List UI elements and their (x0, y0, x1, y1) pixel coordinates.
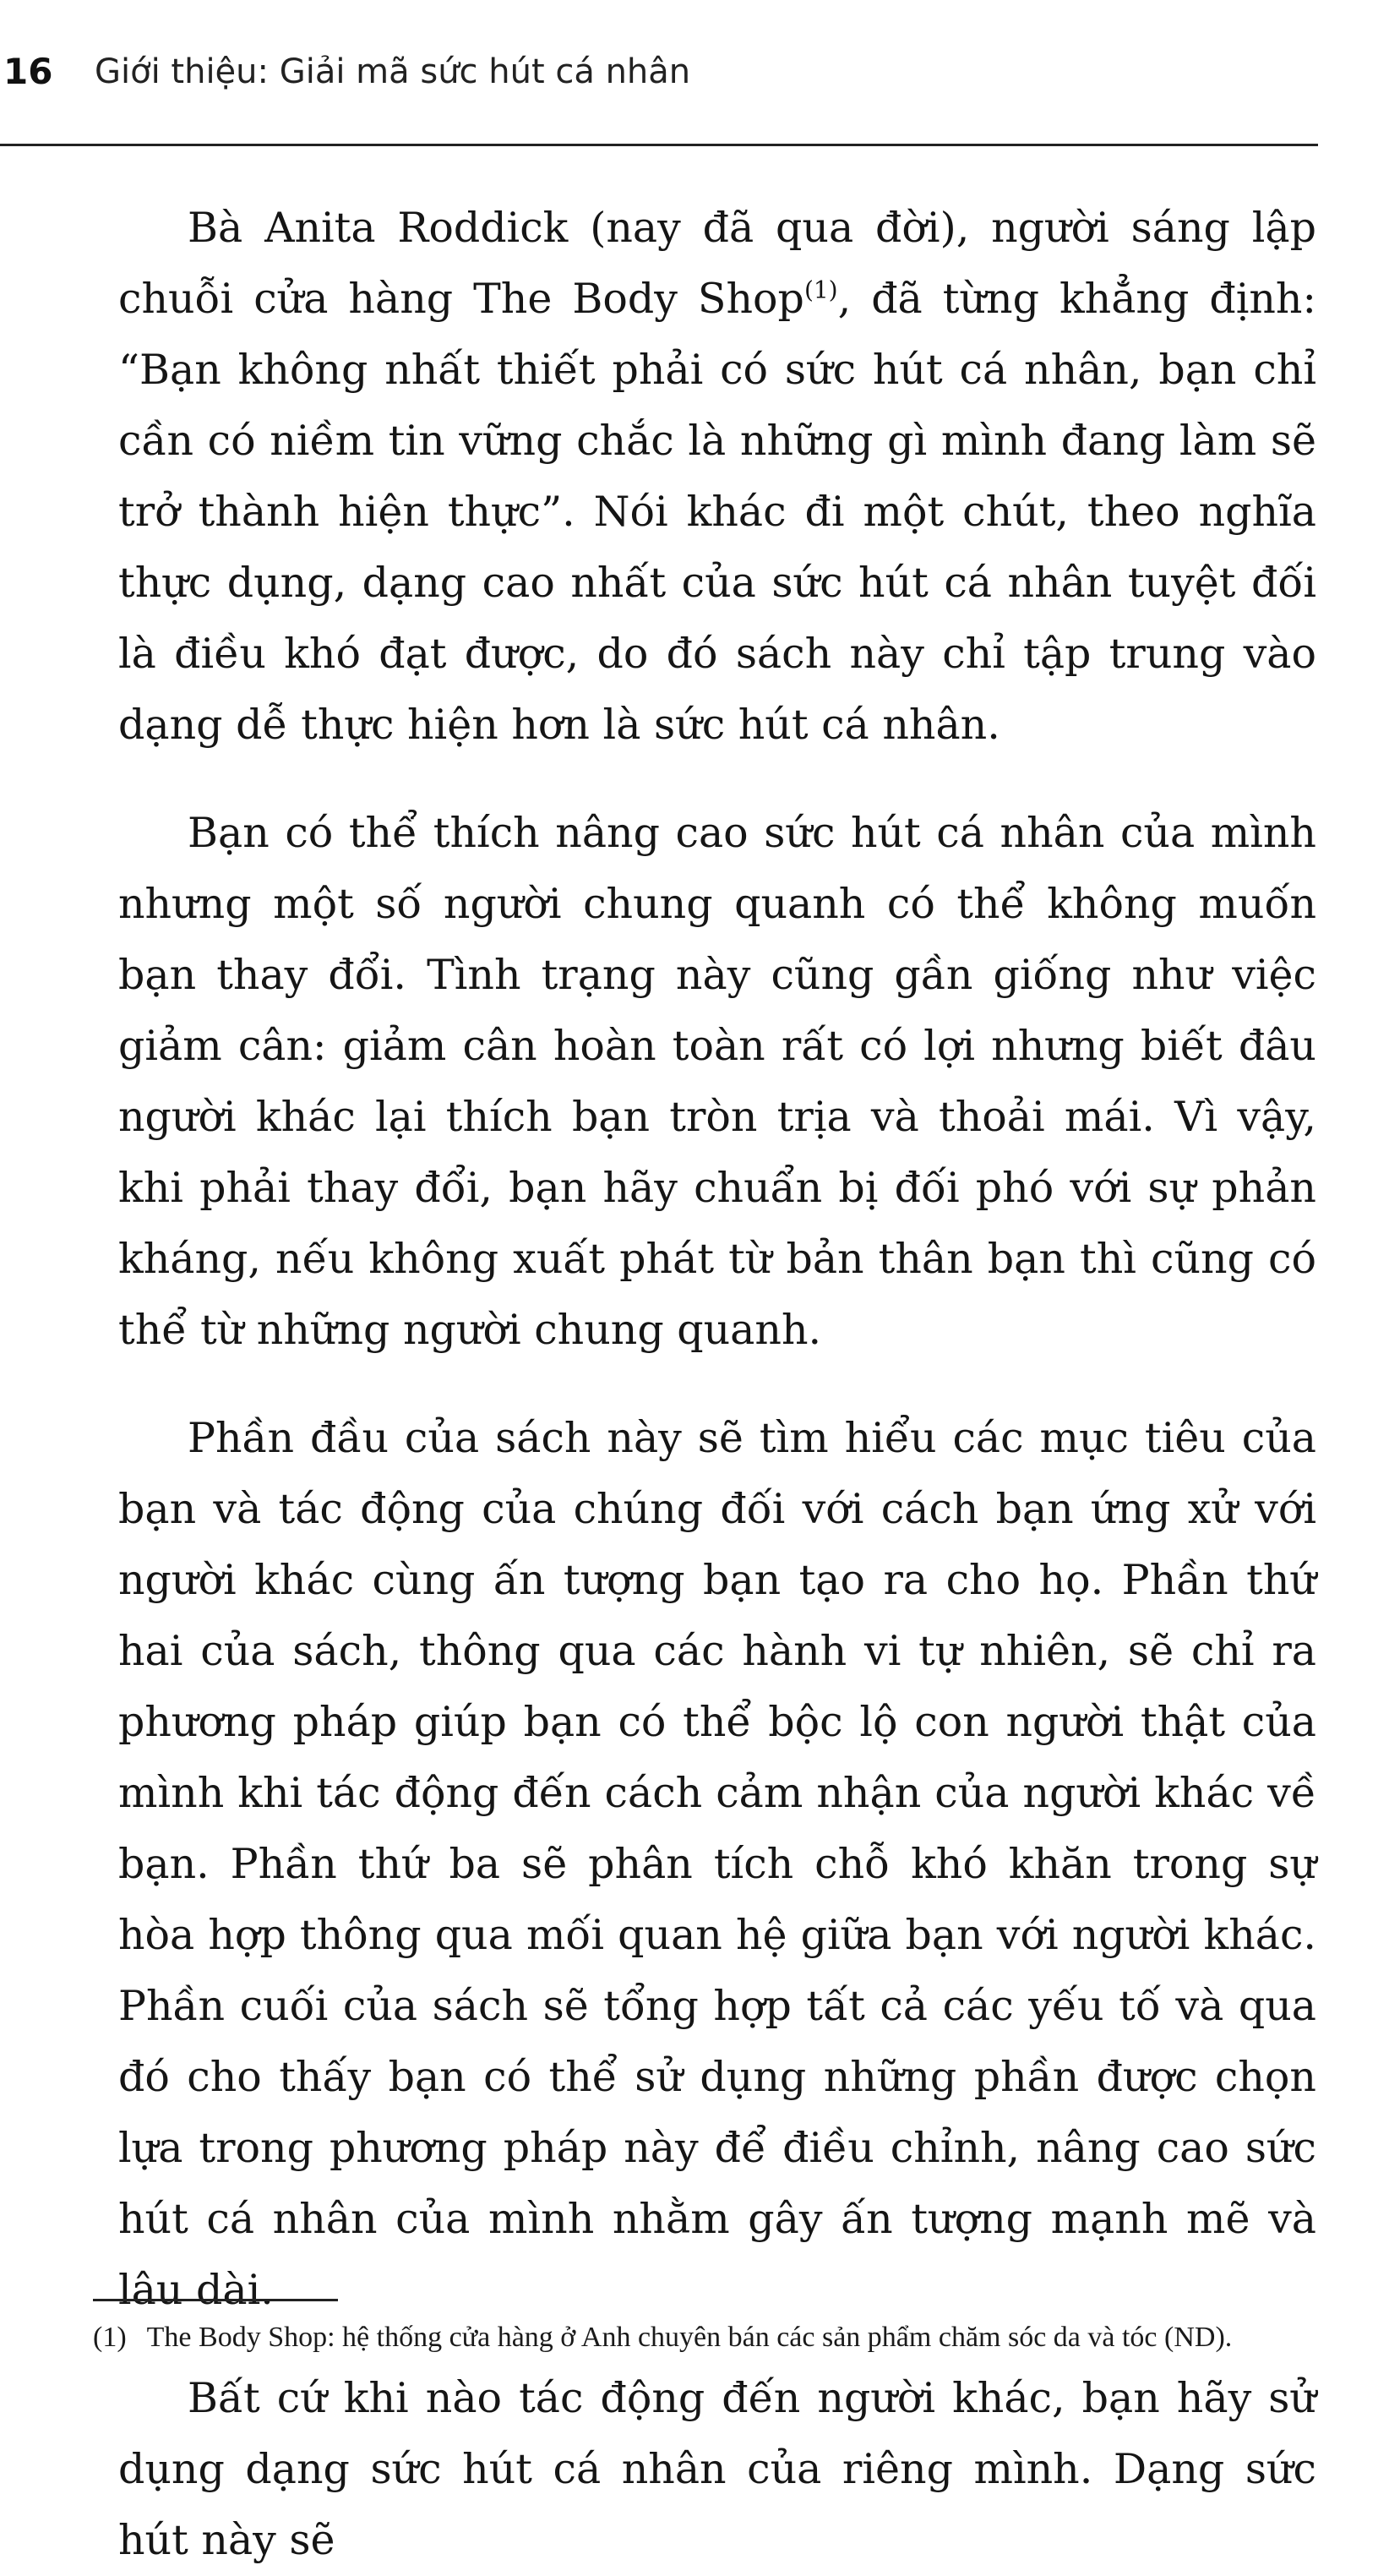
paragraph-2: Bạn có thể thích nâng cao sức hút cá nhân của mình nhưng một số người chung quanh có thể không muốn bạn thay đổi. Tình trạng này cũng gần giống như việc giảm cân: giảm cân hoàn toàn rất có lợi nhưng biết đâu người khác lại thích bạn tròn trịa và thoải mái. Vì vậy, khi phải thay đổi, bạn hãy chuẩn bị đối phó với sự phản kháng, nếu không xuất phát từ bản thân bạn thì cũng có thể từ những người chung quanh. (118, 809, 1316, 1354)
footnote-reference: (1) (803, 276, 838, 304)
page-number: 16 (3, 51, 53, 92)
footnote-marker: (1) (93, 2322, 127, 2353)
paragraph-3: Phần đầu của sách này sẽ tìm hiểu các mục tiêu của bạn và tác động của chúng đối với cách bạn ứng xử với người khác cùng ấn tượng bạn tạo ra cho họ. Phần thứ hai của sách, thông qua các hành vi tự nhiên, sẽ chỉ ra phương pháp giúp bạn có thể bộc lộ con người thật của mình khi tác động đến cách cảm nhận của người khác về bạn. Phần thứ ba sẽ phân tích chỗ khó khăn trong sự hòa hợp thông qua mối quan hệ giữa bạn với người khác. Phần cuối của sách sẽ tổng hợp tất cả các yếu tố và qua đó cho thấy bạn có thể sử dụng những phần được chọn lựa trong phương pháp này để điều chỉnh, nâng cao sức hút cá nhân của mình nhằm gây ấn tượng mạnh mẽ và lâu dài. (118, 1414, 1316, 2314)
body-text (118, 193, 1316, 2576)
footnote-text: The Body Shop: hệ thống cửa hàng ở Anh chuyên bán các sản phẩm chăm sóc da và tóc (ND). (146, 2322, 1233, 2353)
paragraph-4: Bất cứ khi nào tác động đến người khác, bạn hãy sử dụng dạng sức hút cá nhân của riêng mình. Dạng sức hút này sẽ (118, 2374, 1316, 2564)
paragraph-1-text-b: , đã từng khẳng định: “Bạn không nhất thiết phải có sức hút cá nhân, bạn chỉ cần có niềm tin vững chắc là những gì mình đang làm sẽ trở thành hiện thực”. Nói khác đi một chút, theo nghĩa thực dụng, dạng cao nhất của sức hút cá nhân tuyệt đối là điều khó đạt được, do đó sách này chỉ tập trung vào dạng dễ thực hiện hơn là sức hút cá nhân. (118, 275, 1317, 749)
running-title: Giới thiệu: Giải mã sức hút cá nhân (95, 52, 691, 91)
header-rule (0, 144, 1318, 146)
paragraph-1-text-a: Bà Anita Roddick (nay đã qua đời), người sáng lập chuỗi cửa hàng The Body Shop (118, 204, 1316, 323)
footnote-rule (93, 2299, 338, 2301)
paragraph-1 (118, 193, 1316, 761)
footnote (93, 2319, 1310, 2356)
page-header (0, 49, 1318, 100)
